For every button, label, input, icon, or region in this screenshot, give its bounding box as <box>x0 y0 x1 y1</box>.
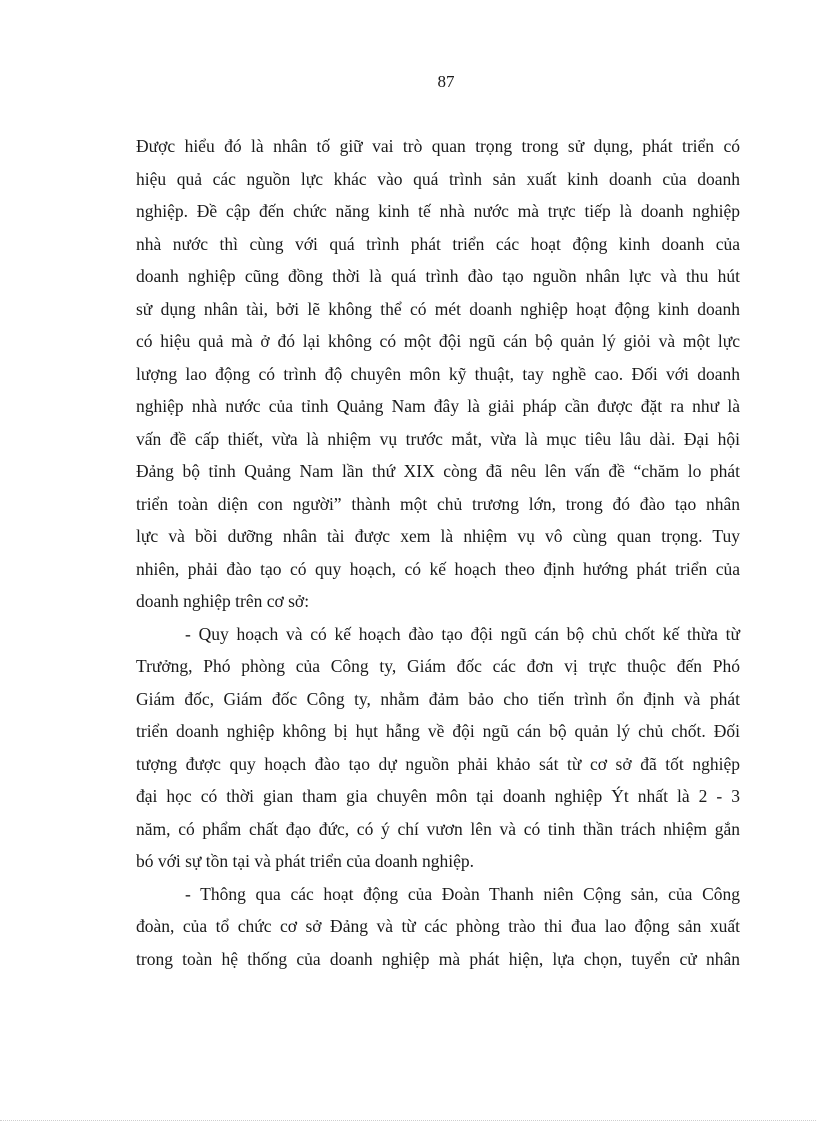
text-line: nhà nước thì cùng với quá trình phát triển các hoạt động kinh doanh của <box>136 233 740 254</box>
text-line: Giám đốc, Giám đốc Công ty, nhằm đảm bảo cho tiến trình ổn định và phát <box>136 688 740 709</box>
text-line: trong toàn hệ thống của doanh nghiệp mà phát hiện, lựa chọn, tuyển cử nhân <box>136 948 740 969</box>
text-line: tượng được quy hoạch đào tạo dự nguồn phải khảo sát từ cơ sở đã tốt nghiệp <box>136 753 740 774</box>
page-bottom-edge <box>0 1120 816 1121</box>
text-line: bó với sự tồn tại và phát triển của doanh nghiệp. <box>136 851 475 871</box>
text-line: doanh nghiệp cũng đồng thời là quá trình đào tạo nguồn nhân lực và thu hút <box>136 266 740 286</box>
text-line: doanh nghiệp trên cơ sở: <box>136 591 310 611</box>
page-number: 87 <box>437 72 455 91</box>
text-line: năm, có phẩm chất đạo đức, có ý chí vươn lên và có tinh thần trách nhiệm gắn <box>136 818 740 839</box>
text-line: Đảng bộ tỉnh Quảng Nam lần thứ XIX còng đã nêu lên vấn đề “chăm lo phát <box>136 461 740 481</box>
paragraph-3 <box>136 878 740 976</box>
text-line: hiệu quả các nguồn lực khác vào quá trình sản xuất kinh doanh của doanh <box>136 168 740 189</box>
text-line: đại học có thời gian tham gia chuyên môn tại doanh nghiệp Ýt nhất là 2 - 3 <box>136 786 740 806</box>
text-line: - Thông qua các hoạt động của Đoàn Thanh niên Cộng sản, của Công <box>185 883 740 904</box>
text-line: triển doanh nghiệp không bị hụt hẫng về đội ngũ cán bộ quản lý chủ chốt. Đối <box>136 721 740 741</box>
text-line: lực và bồi dưỡng nhân tài được xem là nhiệm vụ vô cùng quan trọng. Tuy <box>136 526 740 546</box>
text-line: nghiệp. Đề cập đến chức năng kinh tế nhà nước mà trực tiếp là doanh nghiệp <box>136 201 740 221</box>
text-line: Trưởng, Phó phòng của Công ty, Giám đốc các đơn vị trực thuộc đến Phó <box>136 656 740 676</box>
text-line: triển toàn diện con người” thành một chủ trương lớn, trong đó đào tạo nhân <box>136 493 740 514</box>
text-line: Được hiểu đó là nhân tố giữ vai trò quan trọng trong sử dụng, phát triển có <box>136 136 740 156</box>
text-line: sử dụng nhân tài, bởi lẽ không thể có mét doanh nghiệp hoạt động kinh doanh <box>136 298 740 319</box>
paragraph-1 <box>136 130 740 618</box>
text-line: lượng lao động có trình độ chuyên môn kỹ thuật, tay nghề cao. Đối với doanh <box>136 363 740 384</box>
body-text <box>136 130 740 975</box>
paragraph-2 <box>136 618 740 878</box>
text-line: có hiệu quả mà ở đó lại không có một đội ngũ cán bộ quản lý giỏi và một lực <box>136 331 740 351</box>
text-line: nhiên, phải đào tạo có quy hoạch, có kế hoạch theo định hướng phát triển của <box>136 558 740 579</box>
text-line: đoàn, của tổ chức cơ sở Đảng và từ các phòng trào thi đua lao động sản xuất <box>136 916 740 936</box>
text-line: vấn đề cấp thiết, vừa là nhiệm vụ trước mắt, vừa là mục tiêu lâu dài. Đại hội <box>136 428 740 449</box>
text-line: nghiệp nhà nước của tỉnh Quảng Nam đây là giải pháp cần được đặt ra như là <box>136 396 740 416</box>
text-line: - Quy hoạch và có kế hoạch đào tạo đội ngũ cán bộ chủ chốt kế thừa từ <box>185 623 740 644</box>
